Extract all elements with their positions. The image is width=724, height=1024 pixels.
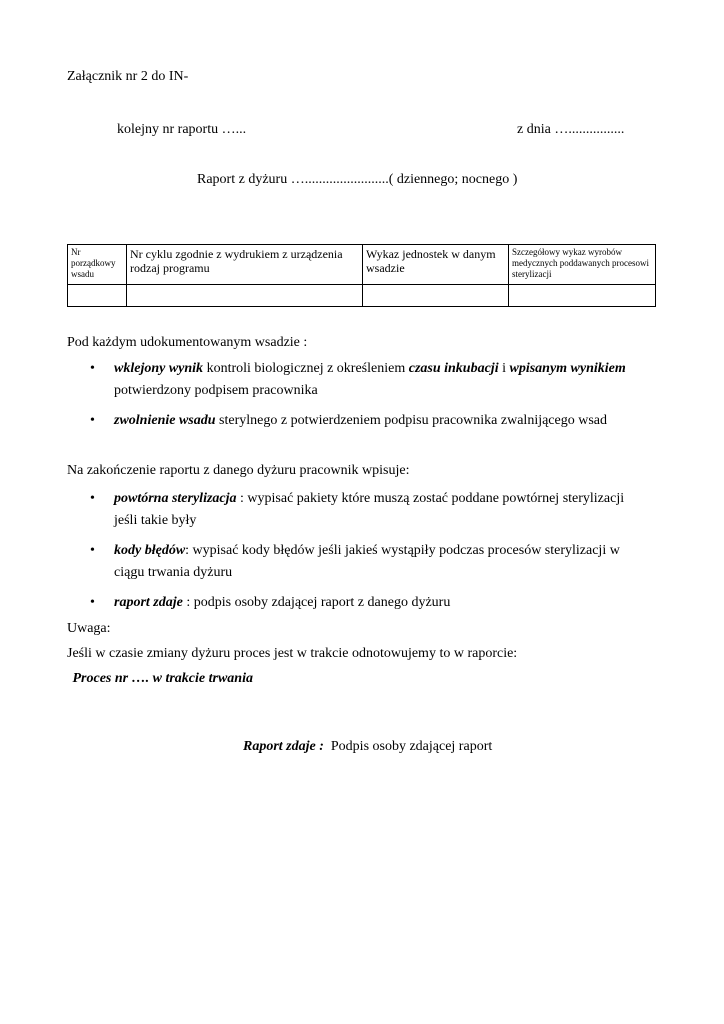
table-header-row [68, 245, 656, 285]
list-item: raport zdaje : podpis osoby zdającej raport z danego dyżuru [114, 595, 451, 610]
signature-text: Podpis osoby zdającej raport [323, 739, 493, 754]
section1-intro: Pod każdym udokumentowanym wsadzie : [67, 335, 308, 350]
header-batch-number: Nr porządkowy wsadu [68, 245, 127, 285]
attachment-label: Załącznik nr 2 do IN- [67, 69, 189, 84]
note-example: Proces nr …. w trakcie trwania [69, 671, 253, 686]
header-devices-list: Szczegółowy wykaz wyrobów medycznych poddawanych procesowi sterylizacji [509, 245, 656, 285]
bullet-icon: • [90, 413, 95, 428]
report-table [67, 244, 656, 307]
list-item: zwolnienie wsadu sterylnego z potwierdzeniem podpisu pracownika zwalnijącego wsad [114, 413, 608, 428]
bullet-icon: • [90, 543, 95, 558]
table-cell[interactable] [363, 285, 509, 307]
signature-line [236, 720, 492, 756]
list-item: powtórna sterylizacja : wypisać pakiety które muszą zostać poddane powtórnej sterylizacji jeśli takie były [114, 491, 625, 528]
note-text: Jeśli w czasie zmiany dyżuru proces jest w trakcie odnotowujemy to w raporcie: [67, 646, 518, 661]
note-label: Uwaga: [67, 621, 111, 636]
signature-label: Raport zdaje : [243, 739, 324, 754]
report-title: Raport z dyżuru …........................( dziennego; nocnego ) [197, 172, 518, 187]
table-row [68, 285, 656, 307]
list-item: wklejony wynik kontroli biologicznej z określeniem czasu inkubacji i wpisanym wynikiem potwierdzony podpisem pracownika [114, 361, 626, 398]
bullet-icon: • [90, 595, 95, 610]
header-units-list: Wykaz jednostek w danym wsadzie [363, 245, 509, 285]
report-number: kolejny nr raportu …... [117, 122, 247, 137]
header-cycle-number: Nr cyklu zgodnie z wydrukiem z urządzenia rodzaj programu [127, 245, 363, 285]
table-cell[interactable] [68, 285, 127, 307]
section2-intro: Na zakończenie raportu z danego dyżuru pracownik wpisuje: [67, 463, 410, 478]
bullet-icon: • [90, 491, 95, 506]
table-cell[interactable] [127, 285, 363, 307]
bullet-icon: • [90, 361, 95, 376]
report-date: z dnia …................ [517, 122, 625, 137]
table-cell[interactable] [509, 285, 656, 307]
list-item: kody błędów: wypisać kody błędów jeśli jakieś wystąpiły podczas procesów sterylizacji w ciągu trwania dyżuru [114, 543, 620, 580]
